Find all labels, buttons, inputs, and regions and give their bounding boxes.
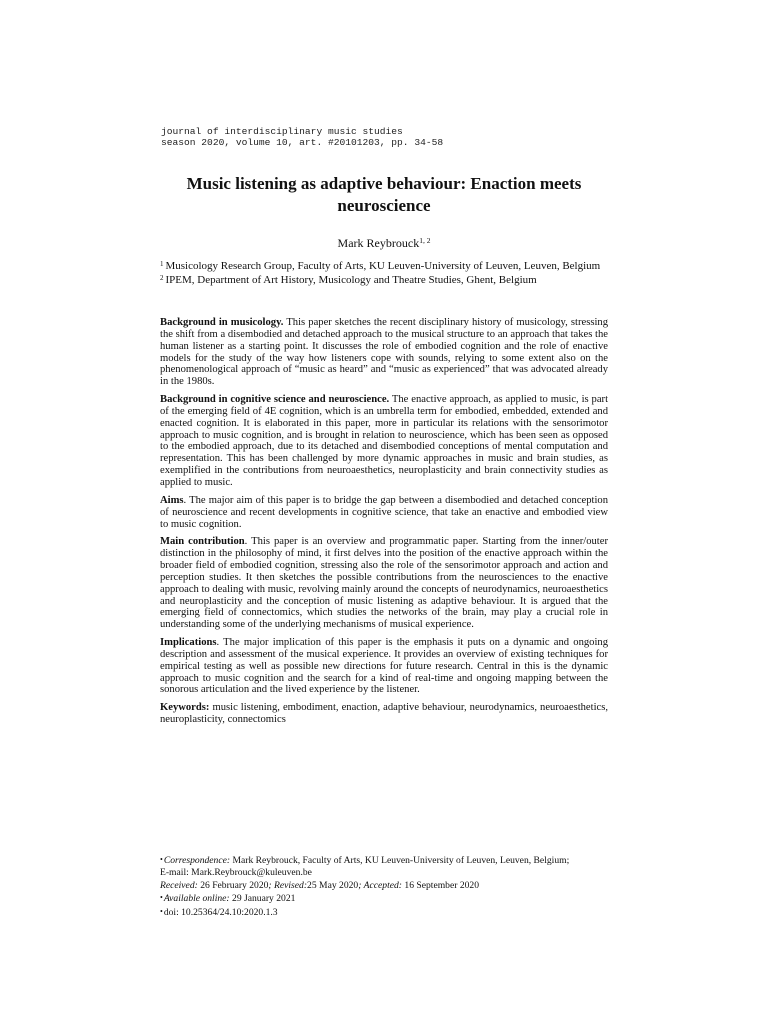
revised-date: 25 May 2020 <box>307 879 359 891</box>
paper-title: Music listening as adaptive behaviour: Enaction meets neuroscience <box>186 174 582 215</box>
affiliation-text: IPEM, Department of Art History, Musicology and Theatre Studies, Ghent, Belgium <box>165 274 537 287</box>
affiliation-text: Musicology Research Group, Faculty of Arts, KU Leuven-University of Leuven, Leuven, Belgium <box>165 260 601 272</box>
footnote-doi <box>160 906 620 919</box>
section-text: This paper sketches the recent disciplinary history of musicology, stressing the shift from a disembodied and detached approach to the musical structure to an approach that takes the human listener as a starting point. It discusses the role of embodied cognition and the role of enactive models for the study of the way how listeners cope with sounds, relying to some extent also on the phenomenological approach of “music as heard” and “music as experienced” that was advocated already in the 1980s. <box>160 317 608 388</box>
abstract-background-neuroscience <box>160 394 608 489</box>
section-heading: Background in musicology. <box>160 317 284 328</box>
available-date: 29 January 2021 <box>229 893 296 905</box>
section-heading: Main contribution <box>160 536 245 548</box>
section-text: . This paper is an overview and programmatic paper. Starting from the inner/outer distinction in the philosophy of mind, it first delves into the position of the enactive approach within the broader field of embodied cognition, stressing also the role of the sensorimotor approach and action and perception studies. It then sketches the possible contributions from the neurosciences to the enactive approach to dealing with music, revolving mainly around the concepts of neurodynamics, neuroaesthetics and neuroplasticity and the conception of music listening as adaptive behaviour. It is argued that the emerging field of connectomics, which studies the networks of the brain, may play a crucial role in understanding some of the underlying mechanisms of musical experience. <box>160 536 608 631</box>
author-name: Mark Reybrouck <box>337 236 420 250</box>
abstract-implications <box>160 637 608 696</box>
footnote-available <box>160 892 620 905</box>
revised-label: ; Revised: <box>268 879 308 891</box>
section-heading: Keywords: <box>160 702 210 714</box>
affiliation-number: 1 <box>160 260 164 268</box>
abstract <box>160 317 608 732</box>
journal-issue-info: season 2020, volume 10, art. #20101203, pp. 34-58 <box>161 136 444 148</box>
author-affiliation-marks: 1, 2 <box>419 236 431 245</box>
footnote-dates <box>160 880 620 892</box>
section-text: . The major aim of this paper is to bridge the gap between a disembodied and detached conception of neuroscience and recent developments in cognitive science, that take an enactive and embodied view to music cognition. <box>160 494 608 530</box>
section-heading: Implications <box>160 637 217 649</box>
journal-header <box>161 127 443 148</box>
abstract-background-musicology <box>160 317 608 388</box>
author-line <box>160 234 608 250</box>
correspondence-label: Correspondence: <box>163 855 231 866</box>
doi-text: doi: 10.25364/24.10:2020.1.3 <box>163 906 278 918</box>
bullet-icon: • <box>160 893 163 903</box>
abstract-keywords <box>160 702 608 726</box>
affiliation-1 <box>160 258 608 272</box>
journal-name: journal of interdisciplinary music studies <box>161 126 403 137</box>
footnote-email: E-mail: Mark.Reybrouck@kuleuven.be <box>160 867 312 879</box>
bullet-icon: • <box>160 855 163 864</box>
accepted-date: 16 September 2020 <box>402 879 480 891</box>
section-text: The enactive approach, as applied to music, is part of the emerging field of 4E cognition, which is an umbrella term for embodied, embedded, extended and enacted cognition. It is elaborated in this paper, more in particular its relations with the sensorimotor approach to music cognition, and is brought in relation to neuroscience, which has been seen as opposed to the embodied approach, due to its detached and disembodied conceptions of mental computation and representation. This has been challenged by more dynamic approaches in music and brain studies, as exemplified in the contributions from neuroaesthetics, neuroplasticity and brain connectivity studies as applied to music. <box>160 394 609 488</box>
received-label: Received: <box>160 879 198 891</box>
abstract-main-contribution <box>160 536 608 631</box>
accepted-label: ; Accepted: <box>358 879 402 891</box>
affiliation-2 <box>160 272 608 286</box>
bullet-icon: • <box>160 906 163 916</box>
footnotes <box>160 854 620 919</box>
correspondence-text: Mark Reybrouck, Faculty of Arts, KU Leuven-University of Leuven, Leuven, Belgium; <box>230 855 570 866</box>
abstract-aims <box>160 495 608 531</box>
section-text: . The major implication of this paper is the emphasis it puts on a dynamic and ongoing description and assessment of the musical experience. It provides an overview of existing techniques for empirical testing as well as possible new directions for future research. Central in this is the dynamic approach to music cognition and the search for a kind of real-time and ongoing mapping between the sonorous articulation and the lived experience by the listener. <box>160 637 608 696</box>
affiliation-number: 2 <box>160 274 164 283</box>
available-label: Available online: <box>163 893 230 905</box>
section-heading: Aims <box>160 494 184 506</box>
footnote-correspondence <box>160 854 620 867</box>
received-date: 26 February 2020 <box>197 879 269 891</box>
affiliations <box>160 258 608 286</box>
section-heading: Background in cognitive science and neuroscience. <box>160 394 390 406</box>
section-text: music listening, embodiment, enaction, adaptive behaviour, neurodynamics, neuroaesthetics, neuroplasticity, connectomics <box>160 702 608 726</box>
